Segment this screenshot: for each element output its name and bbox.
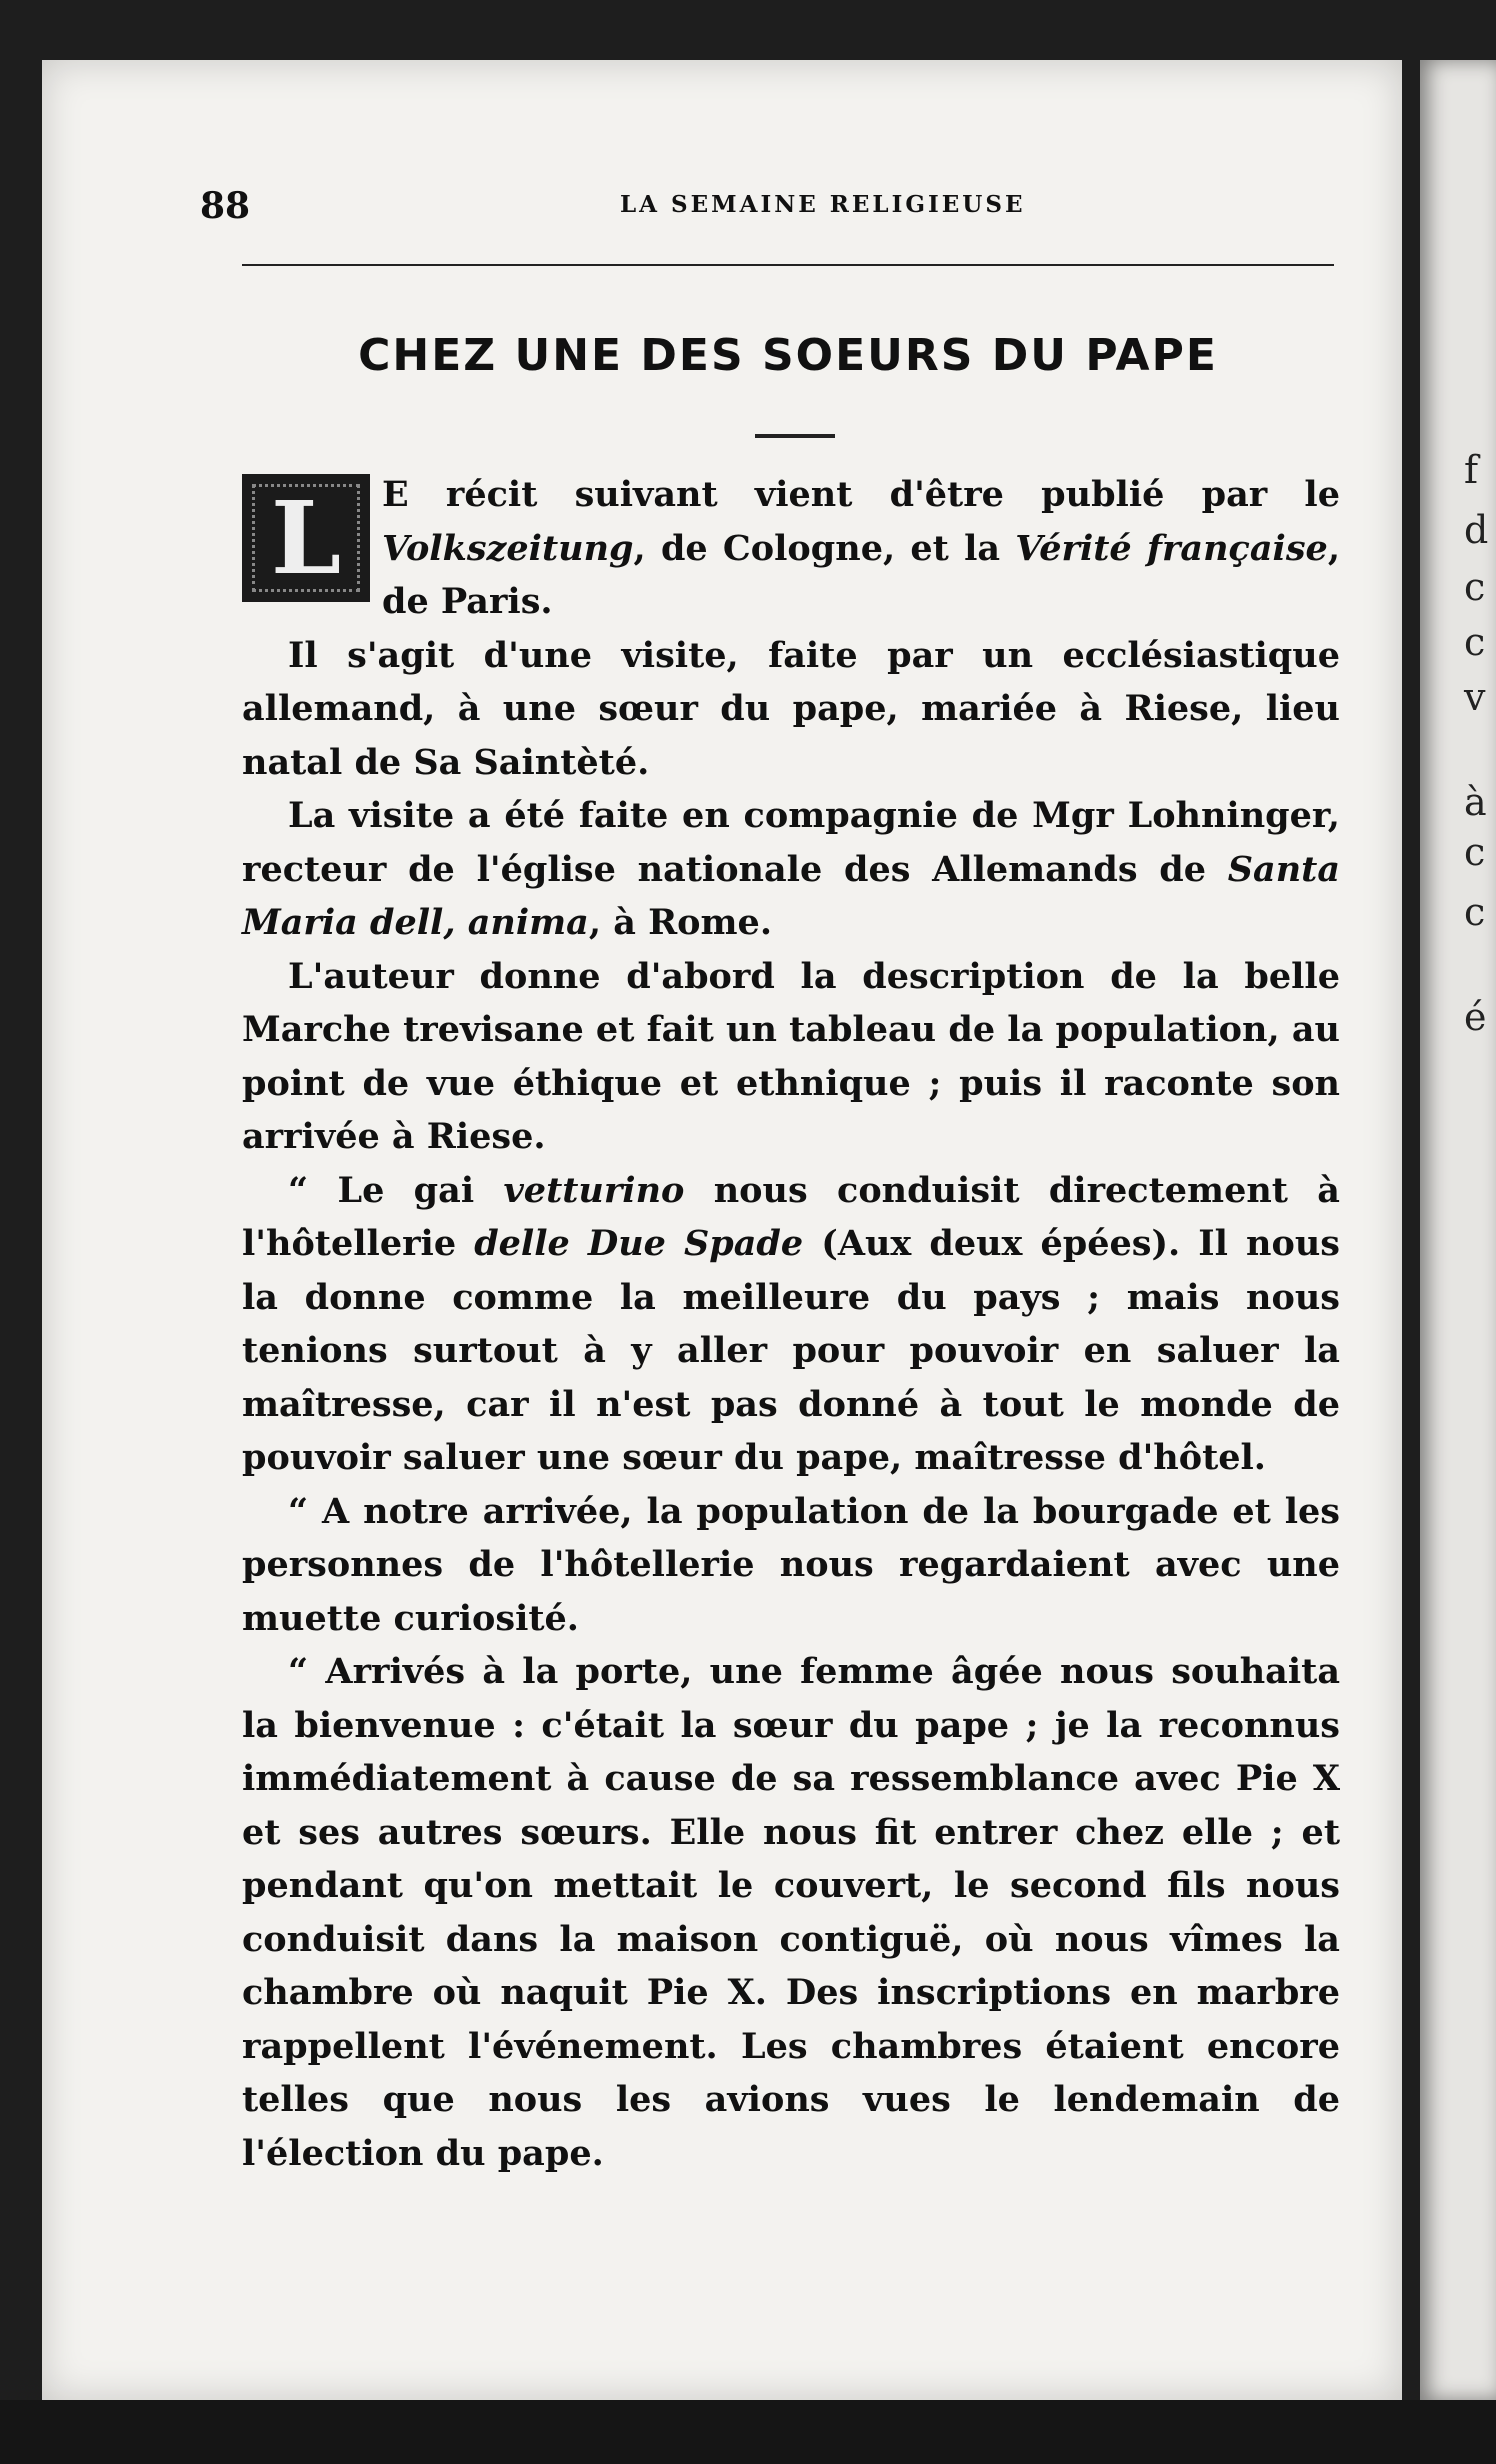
adjacent-page-fragment: é	[1464, 995, 1487, 1039]
paragraph: “ A notre arrivée, la population de la bourgade et les personnes de l'hôtellerie nous regardaient avec une muette curiosité.	[242, 1490, 1340, 1639]
adjacent-page-fragment: c	[1464, 620, 1486, 664]
adjacent-page-fragment: c	[1464, 565, 1486, 609]
article-body	[242, 468, 1340, 2180]
article-title: CHEZ UNE DES SOEURS DU PAPE	[358, 330, 1218, 381]
page-number: 88	[200, 185, 251, 227]
scan-border	[0, 2400, 1496, 2464]
header-rule	[242, 264, 1334, 266]
paragraph: “ Arrivés à la porte, une femme âgée nous souhaita la bienvenue : c'était la sœur du pape ; je la reconnus immédiatement à cause de sa ressemblance avec Pie X et ses autres sœurs. Elle nous fit entrer chez elle ; et pendant qu'on mettait le couvert, le second fils nous conduisit dans la maison contiguë, où nous vîmes la chambre où naquit Pie X. Des inscriptions en marbre rappellent l'événement. Les chambres étaient encore telles que nous les avions vues le lendemain de l'élection du pape.	[242, 1651, 1340, 2174]
adjacent-page-fragment: à	[1464, 780, 1487, 824]
paragraph: L'auteur donne d'abord la description de la belle Marche trevisane et fait un tableau de la population, au point de vue éthique et ethnique ; puis il raconte son arrivée à Riese.	[242, 955, 1340, 1157]
paragraph: Il s'agit d'une visite, faite par un ecclésiastique allemand, à une sœur du pape, mariée à Riese, lieu natal de Sa Saintèté.	[242, 634, 1340, 783]
running-title: LA SEMAINE RELIGIEUSE	[620, 191, 1026, 218]
paragraph: L E récit suivant vient d'être publié par le Volkszeitung, de Cologne, et la Vérité française, de Paris.	[242, 468, 1340, 629]
adjacent-page-fragment: c	[1464, 890, 1486, 934]
adjacent-page-fragment: v	[1464, 675, 1486, 719]
adjacent-page-edge	[1420, 60, 1496, 2400]
page-header	[200, 185, 1340, 225]
adjacent-page-fragment: c	[1464, 830, 1486, 874]
adjacent-page-fragment: f	[1464, 448, 1479, 492]
dropcap-ornament: L	[242, 474, 370, 602]
paragraph: La visite a été faite en compagnie de Mgr Lohninger, recteur de l'église nationale des Allemands de Santa Maria dell, anima, à Rome.	[242, 795, 1340, 943]
title-divider	[755, 434, 835, 438]
adjacent-page-fragment: d	[1464, 508, 1489, 552]
paragraph: “ Le gai vetturino nous conduisit directement à l'hôtellerie delle Due Spade (Aux deux épées). Il nous la donne comme la meilleure du pays ; mais nous tenions surtout à y aller pour pouvoir en saluer la maîtresse, car il n'est pas donné à tout le monde de pouvoir saluer une sœur du pape, maîtresse d'hôtel.	[242, 1169, 1340, 1478]
